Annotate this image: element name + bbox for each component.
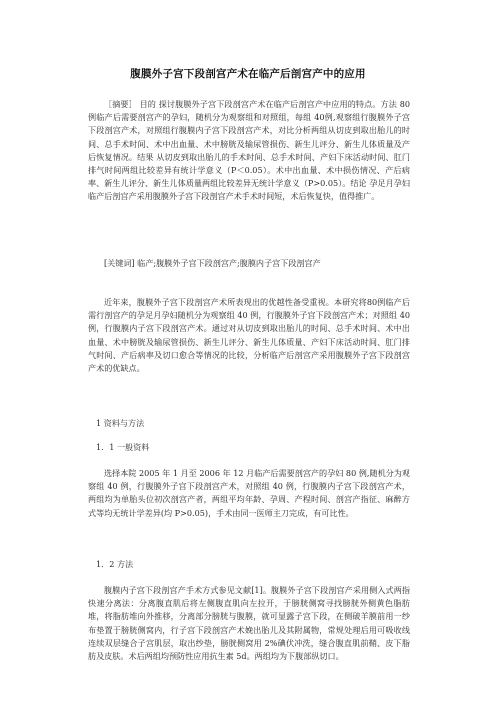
section-heading-materials-methods: 1 资料与方法 — [96, 418, 145, 428]
subsection-heading-general-data: 1．1 一般资料 — [96, 442, 150, 452]
general-data-paragraph: 选择本院 2005 年 1 月至 2006 年 12 月临产后需要剖宫产的孕妇 80 例,随机分为观察组 40 例，行腹膜外子宫下段剖宫产术，对照组 40 例，行腹膜内子宫下段剖宫产术，两组均为单胎头位初次剖宫产者，两组平均年龄、孕周、产程时间、剖宫产指征、麻醉方式等均无统计学差异(均 P>0.05)，手术由同一医师主刀完成，有可比性。 — [88, 468, 410, 518]
introduction-paragraph: 近年来，腹膜外子宫下段剖宫产术所表现出的优越性备受重视。本研究将80例临产后需行剖宫产的孕足月孕妇随机分为观察组 40 例，行腹膜外子宫下段剖宫产术；对照组 40 例，行腹膜内子宫下段剖宫产术。通过对从切皮到取出胎儿的时间、总手术时间、术中出血量、术中膀胱及输尿管损伤、新生儿评分、新生儿体质量、产妇下床活动时间、肛门排气时间、产后病率及切口愈合等情况的比较，分析临产后剖宫产采用腹膜外子宫下段剖宫产术的优缺点。 — [88, 297, 410, 374]
article-title: 腹膜外子宫下段剖宫产术在临产后剖宫产中的应用 — [130, 68, 366, 80]
subsection-heading-methods: 1．2 方法 — [96, 559, 134, 569]
abstract-paragraph: ［摘要］ 目的 探讨腹膜外子宫下段剖宫产术在临产后剖宫产中应用的特点。方法 80 例临产后需要剖宫产的孕妇，随机分为观察组和对照组，每组 40例,观察组行腹膜外子宫下段剖宫产术，对照组行腹膜内子宫下段剖宫产术，对比分析两组从切皮到取出胎儿的时间、总手术时间、术中出血量、术中膀胱及输尿管损伤、新生儿评分、新生儿体质量及产后恢复情况。结果 从切皮到取出胎儿的手术时间、总手术时间、产妇下床活动时间、肛门排气时间两组比较差异有统计学意义（P＜0.05）。术中出血量、术中损伤情况、产后病率、新生儿评分、新生儿体质量两组比较差异无统计学意义（P>0.05）。结论 孕足月孕妇临产后剖宫产采用腹膜外子宫下段剖宫产术手术时间短，术后恢复快，值得推广。 — [88, 99, 410, 202]
keywords-line: [关键词] 临产;腹膜外子宫下段剖宫产;腹膜内子宫下段剖宫产 — [104, 258, 321, 268]
methods-paragraph: 腹膜内子宫下段剖宫产手术方式参见文献[1]。腹膜外子宫下段剖宫产采用侧入式两指快速分离法：分离腹直肌后将左侧腹直肌向左拉开，于膀胱侧窝寻找膀胱外侧黄色脂肪堆，将脂肪堆向外推移，分离部分膀胱与腹膜，就可显露子宫下段，在侧破羊膜前用一纱布垫置于膀胱侧窝内，行子宫下段剖宫产术娩出胎儿及其附属物，常规处理后用可吸收线连续双层缝合子宫肌层，取出纱垫，膀胱侧窝用 2%碘伏冲洗，缝合腹直肌前鞘、皮下脂肪及皮肤。术后两组均预防性应用抗生素 5d。两组均为下腹部纵切口。 — [88, 585, 410, 662]
